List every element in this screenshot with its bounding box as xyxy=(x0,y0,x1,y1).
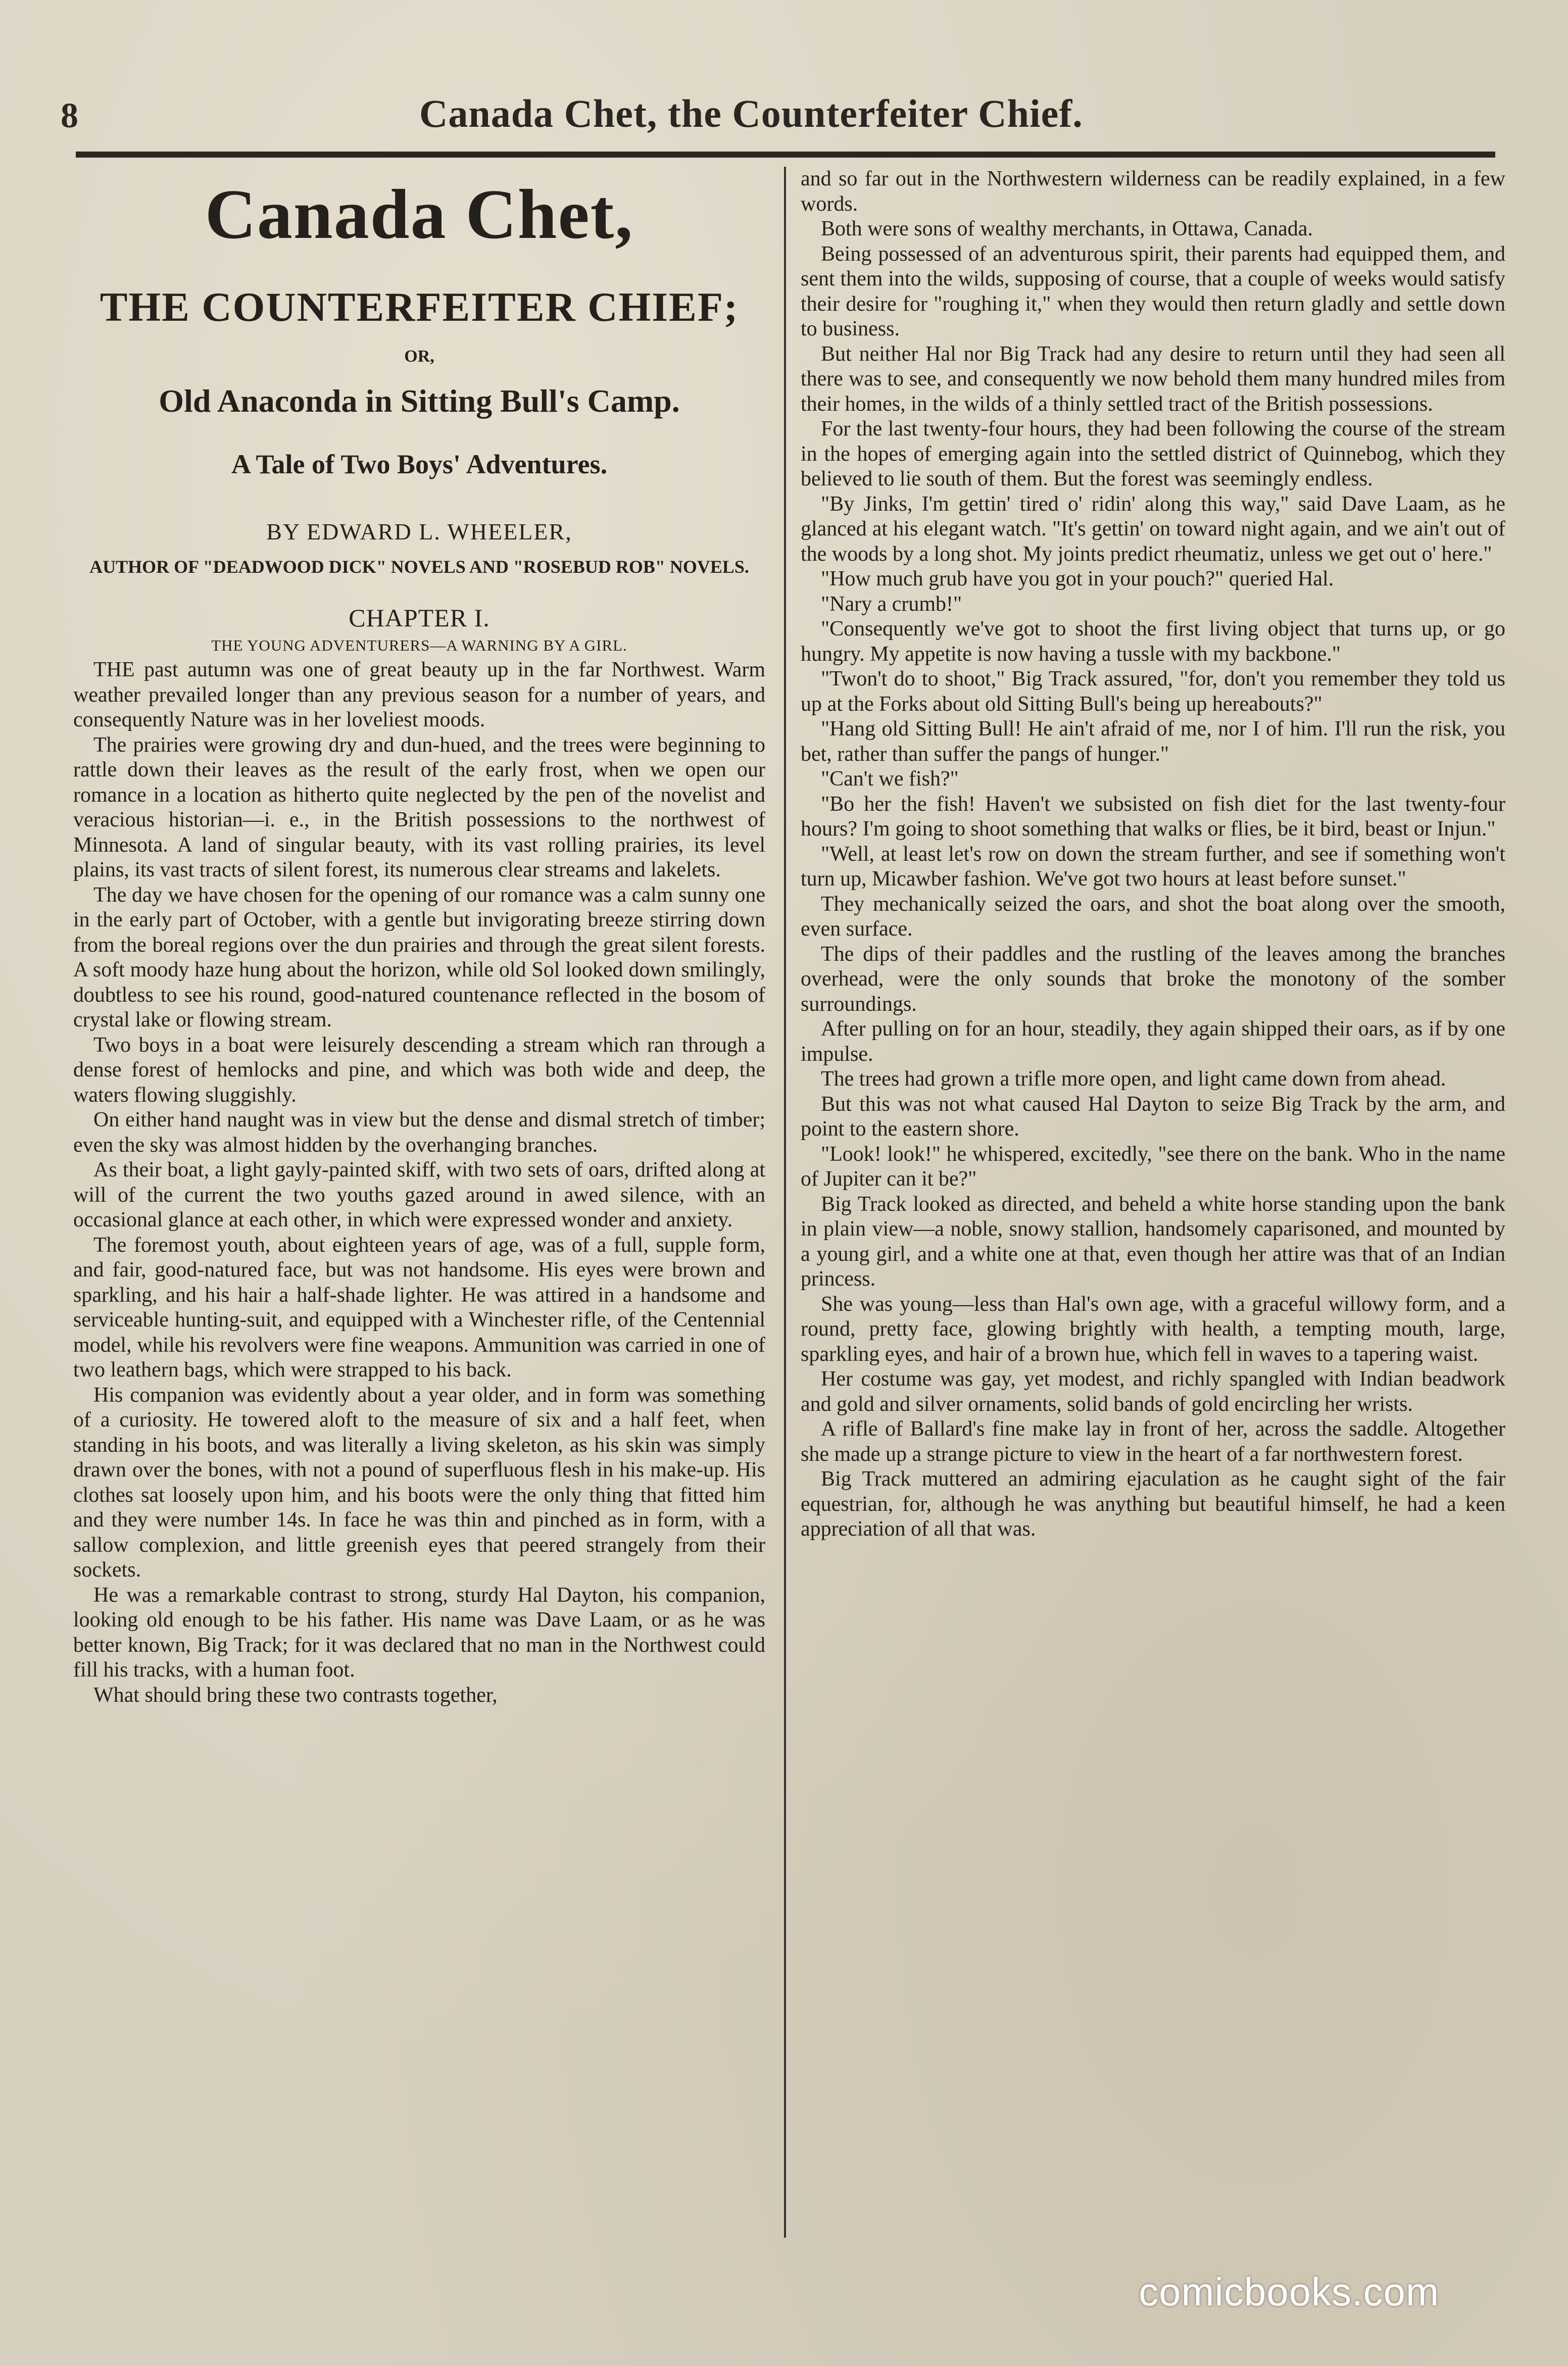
header-rule xyxy=(76,152,1495,158)
column-divider xyxy=(784,167,786,2238)
paragraph: Big Track looked as directed, and beheld a white horse standing upon the bank in plain view—a noble, snowy stallion, handsomely caparisoned, and mounted by a young girl, and a white one at that, even though her attire was that of an Indian princess. xyxy=(801,1192,1505,1291)
right-column xyxy=(801,167,1505,2248)
tagline: A Tale of Two Boys' Adventures. xyxy=(231,449,608,479)
paragraph: His companion was evidently about a year older, and in form was something of a curiosity. He towered aloft to the measure of six and a half feet, when standing in his boots, and was literally a living skeleton, as his skin was simply drawn over the bones, with not a pound of superfluous flesh in his make-up. His clothes sat loosely upon him, and his boots were the only thing that fitted him and they were number 14s. In face he was thin and pinched as in form, with a sallow complexion, and little greenish eyes that peered strangely from their sockets. xyxy=(73,1383,765,1582)
paragraph: The day we have chosen for the opening of our romance was a calm sunny one in the early part of October, with a gentle but invigorating breeze stirring down from the boreal regions over the dun prairies and through the great silent forests. A soft moody haze hung about the horizon, while old Sol looked down smilingly, doubtless to see his round, good-natured countenance reflected in the bosom of crystal lake or flowing stream. xyxy=(73,883,765,1031)
paragraph: After pulling on for an hour, steadily, they again shipped their oars, as if by one impulse. xyxy=(801,1017,1505,1066)
site-watermark: comicbooks.com xyxy=(1139,2270,1439,2314)
paragraph: But neither Hal nor Big Track had any desire to return until they had seen all there was to see, and consequently we now behold them many hundred miles from their homes, in the wilds of a thinly settled tract of the British possessions. xyxy=(801,342,1505,416)
paragraph: But this was not what caused Hal Dayton to seize Big Track by the arm, and point to the eastern shore. xyxy=(801,1092,1505,1141)
paragraph: "Look! look!" he whispered, excitedly, "see there on the bank. Who in the name of Jupiter can it be?" xyxy=(801,1142,1505,1191)
paragraph: For the last twenty-four hours, they had been following the course of the stream in the hopes of emerging again into the settled district of Quinnebog, which they believed to lie south of them. But the forest was seemingly endless. xyxy=(801,417,1505,490)
paragraph: The dips of their paddles and the rustling of the leaves among the branches overhead, were the only sounds that broke the monotony of the somber surroundings. xyxy=(801,942,1505,1016)
paragraph: The foremost youth, about eighteen years of age, was of a full, supple form, and fair, good-natured face, but was not handsome. His eyes were brown and sparkling, and his hair a half-shade lighter. He was attired in a handsome and serviceable hunting-suit, and equipped with a Winchester rifle, of the Centennial model, while his revolvers were fine weapons. Ammunition was carried in one of two leathern bags, which were strapped to his back. xyxy=(73,1233,765,1382)
paragraph: Big Track muttered an admiring ejaculation as he caught sight of the fair equestrian, for, although he was anything but beautiful himself, he had a keen appreciation of all that was. xyxy=(801,1467,1505,1541)
paragraph: "How much grub have you got in your pouch?" queried Hal. xyxy=(821,567,1334,590)
paragraph: As their boat, a light gayly-painted skiff, with two sets of oars, drifted along at will of the current the two youths gazed around in awed silence, with an occasional glance at each other, in which were expressed wonder and anxiety. xyxy=(73,1158,765,1231)
paragraph: On either hand naught was in view but the dense and dismal stretch of timber; even the sky was almost hidden by the overhanging branches. xyxy=(73,1108,765,1157)
paragraph: Both were sons of wealthy merchants, in Ottawa, Canada. xyxy=(821,217,1313,240)
paragraph: A rifle of Ballard's fine make lay in front of her, across the saddle. Altogether she made up a strange picture to view in the heart of a far northwestern forest. xyxy=(801,1417,1505,1466)
title-or: OR, xyxy=(404,347,434,366)
paragraph: "Can't we fish?" xyxy=(821,767,959,791)
paragraph: "Nary a crumb!" xyxy=(821,592,962,616)
paragraph: The prairies were growing dry and dun-hued, and the trees were beginning to rattle down their leaves as the result of the early frost, when we open our romance in a location as hitherto quite neglected by the pen of the novelist and veracious historian—i. e., in the British possessions to the northwest of Minnesota. A land of singular beauty, with its vast rolling prairies, its level plains, its vast tracts of silent forest, its numerous clear streams and lakelets. xyxy=(73,733,765,881)
paragraph: She was young—less than Hal's own age, with a graceful willowy form, and a round, pretty face, glowing brightly with health, a tempting mouth, large, sparkling eyes, and hair of a brown hue, which fell in waves to a tapering waist. xyxy=(801,1292,1505,1366)
paragraph: THE past autumn was one of great beauty up in the far Northwest. Warm weather prevailed longer than any previous season for a number of years, and consequently Nature was in her loveliest moods. xyxy=(73,658,765,731)
paragraph: "Bo her the fish! Haven't we subsisted on fish diet for the last twenty-four hours? I'm going to shoot something that walks or flies, be it bird, beast or Injun." xyxy=(801,792,1505,841)
chapter-heading: CHAPTER I. xyxy=(349,604,490,632)
paragraph: Being possessed of an adventurous spirit, their parents had equipped them, and sent them into the wilds, supposing of course, that a couple of weeks would satisfy their desire for "roughing it," when they would then return gladly and settle down to business. xyxy=(801,242,1505,340)
paragraph: "Consequently we've got to shoot the first living object that turns up, or go hungry. My appetite is now having a tussle with my backbone." xyxy=(801,617,1505,666)
paragraph: "By Jinks, I'm gettin' tired o' ridin' along this way," said Dave Laam, as he glanced at his elegant watch. "It's gettin' on toward night again, and we ain't out of the woods by a long shot. My joints predict rheumatiz, unless we get out o' here." xyxy=(801,492,1505,566)
story-title: Canada Chet, xyxy=(205,175,634,254)
paragraph: He was a remarkable contrast to strong, sturdy Hal Dayton, his companion, looking old enough to be his father. His name was Dave Laam, or as he was better known, Big Track; for it was declared that no man in the Northwest could fill his tracks, with a human foot. xyxy=(73,1583,765,1682)
running-head-title: Canada Chet, the Counterfeiter Chief. xyxy=(419,91,1083,135)
paragraph: The trees had grown a trifle more open, and light came down from ahead. xyxy=(821,1067,1446,1091)
story-subtitle: THE COUNTERFEITER CHIEF; xyxy=(100,284,739,330)
author-credits: AUTHOR OF "DEADWOOD DICK" NOVELS AND "ROSEBUD ROB" NOVELS. xyxy=(89,557,749,577)
left-column xyxy=(73,167,765,2248)
alternate-title: Old Anaconda in Sitting Bull's Camp. xyxy=(159,383,680,419)
paragraph: Her costume was gay, yet modest, and richly spangled with Indian beadwork and gold and silver ornaments, solid bands of gold encircling her wrists. xyxy=(801,1367,1505,1416)
paragraph: Two boys in a boat were leisurely descending a stream which ran through a dense forest of hemlocks and pine, and which was both wide and deep, the waters flowing sluggishly. xyxy=(73,1033,765,1107)
paragraph: What should bring these two contrasts together, xyxy=(93,1683,498,1707)
paragraph: "Well, at least let's row on down the stream further, and see if something won't turn up, Micawber fashion. We've got two hours at least before sunset." xyxy=(801,842,1505,891)
paragraph: "Twon't do to shoot," Big Track assured, "for, don't you remember they told us up at the Forks about old Sitting Bull's being up hereabouts?" xyxy=(801,667,1505,716)
byline: BY EDWARD L. WHEELER, xyxy=(266,519,572,545)
paragraph: "Hang old Sitting Bull! He ain't afraid of me, nor I of him. I'll run the risk, you bet, rather than suffer the pangs of hunger." xyxy=(801,717,1505,766)
page-number: 8 xyxy=(61,96,78,135)
chapter-subheading: THE YOUNG ADVENTURERS—A WARNING BY A GIRL. xyxy=(211,636,627,654)
paragraph: They mechanically seized the oars, and shot the boat along over the smooth, even surface. xyxy=(801,892,1505,941)
paragraph: and so far out in the Northwestern wilderness can be readily explained, in a few words. xyxy=(801,167,1505,216)
